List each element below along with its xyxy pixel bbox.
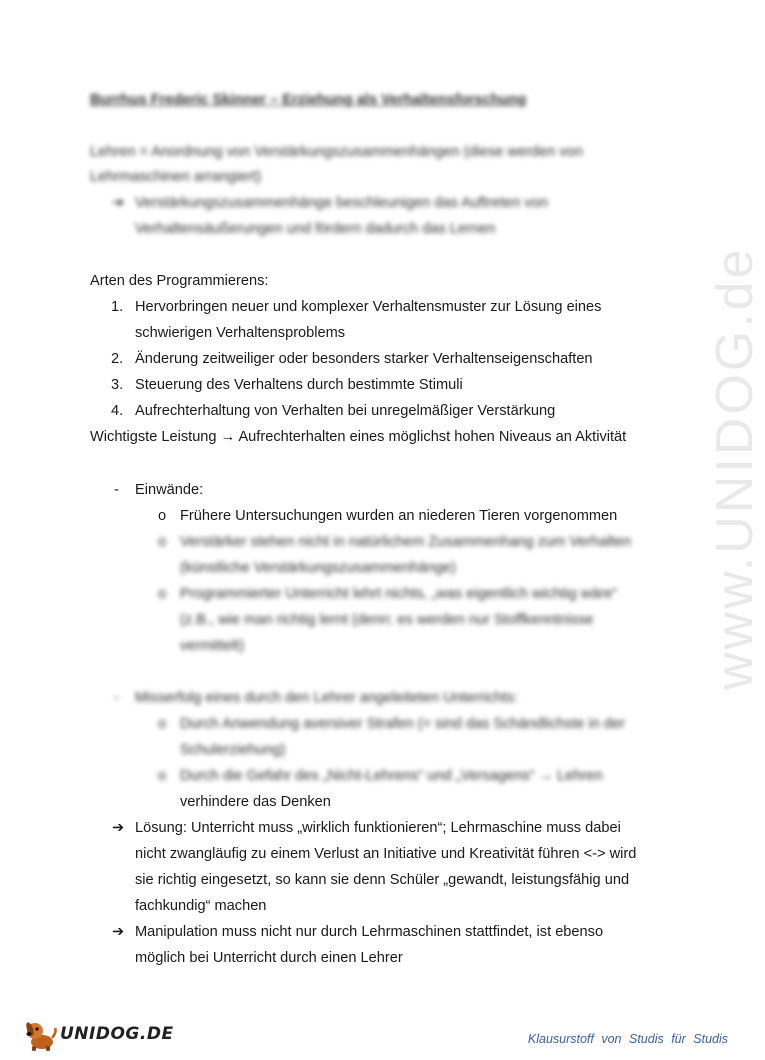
list-item-number: 2. (111, 351, 124, 367)
failure-text: Durch Anwendung aversiver Strafen (= sind das Schändlichste in der (180, 716, 625, 732)
circle-bullet: o (158, 716, 167, 732)
objection-text: (künstliche Verstärkungszusammenhänge) (180, 560, 456, 576)
list-item-number: 4. (111, 403, 124, 419)
document-title: Burrhus Frederic Skinner – Erziehung als Verhaltensforschung (90, 92, 527, 108)
objection-text: vermittelt) (180, 638, 245, 654)
circle-bullet: o (158, 768, 167, 784)
dash-bullet: - (114, 690, 119, 706)
conclusion-text: Manipulation muss nicht nur durch Lehrmaschinen stattfindet, ist ebenso (135, 924, 604, 940)
intro-arrow: ➔ (112, 195, 125, 211)
circle-bullet: o (158, 508, 167, 524)
conclusion-text: sie richtig eingesetzt, so kann sie denn Schüler „gewandt, leistungsfähig und (135, 872, 630, 888)
intro-line-1: Lehren = Anordnung von Verstärkungszusammenhängen (diese werden von (90, 144, 583, 160)
key-achievement: Wichtigste Leistung → Aufrechterhalten eines möglichst hohen Niveaus an Aktivität (90, 429, 627, 445)
list-item-text: Steuerung des Verhaltens durch bestimmte Stimuli (135, 377, 463, 393)
dash-bullet: - (114, 482, 119, 498)
conclusion-text: Lösung: Unterricht muss „wirklich funktionieren“; Lehrmaschine muss dabei (135, 820, 621, 836)
list-item-number: 3. (111, 377, 124, 393)
conclusion-text: nicht zwangläufig zu einem Verlust an Initiative und Kreativität führen <-> wird (135, 846, 637, 862)
circle-bullet: o (158, 534, 167, 550)
failure-text: Durch die Gefahr des „Nicht-Lehrens“ und „Versagens“ → Lehren (180, 768, 603, 784)
conclusion-text: fachkundig“ machen (135, 898, 267, 914)
arrow-bullet: ➔ (112, 924, 125, 940)
objection-text: Verstärker stehen nicht in natürlichem Zusammenhang zum Verhalten (180, 534, 632, 550)
intro-arrow-line-2: Verhaltensäußerungen und fördern dadurch das Lernen (135, 221, 496, 237)
list-item-number: 1. (111, 299, 124, 315)
list-item-text: Änderung zeitweiliger oder besonders starker Verhaltenseigenschaften (135, 351, 593, 367)
programming-heading: Arten des Programmierens: (90, 273, 269, 289)
failure-text: Schulerziehung) (180, 742, 286, 758)
objection-text: Programmierter Unterricht lehrt nichts, „was eigentlich wichtig wäre“ (180, 586, 618, 602)
intro-arrow-line-1: Verstärkungszusammenhänge beschleunigen das Auftreten von (135, 195, 548, 211)
intro-line-2: Lehrmaschinen arrangiert) (90, 169, 262, 185)
dog-mascot-icon (22, 1016, 58, 1052)
logo-text: UNIDOG.DE (60, 1024, 174, 1044)
list-item-text: Aufrechterhaltung von Verhalten bei unregelmäßiger Verstärkung (135, 403, 556, 419)
objection-text: (z.B., wie man richtig lernt (denn: es werden nur Stoffkenntnisse (180, 612, 594, 628)
circle-bullet: o (158, 586, 167, 602)
arrow-bullet: ➔ (112, 820, 125, 836)
list-item-text: Hervorbringen neuer und komplexer Verhaltensmuster zur Lösung eines (135, 299, 602, 315)
failure-heading: Misserfolg eines durch den Lehrer angeleiteten Unterrichts: (135, 690, 518, 706)
conclusion-text: möglich bei Unterricht durch einen Lehrer (135, 950, 403, 966)
objections-heading: Einwände: (135, 482, 204, 498)
failure-text: verhindere das Denken (180, 794, 331, 810)
unidog-logo[interactable] (22, 1016, 174, 1052)
objection-text: Frühere Untersuchungen wurden an niederen Tieren vorgenommen (180, 508, 618, 524)
watermark: www.UNIDOG.de (706, 246, 764, 690)
footer-tagline: Klausurstoff von Studis für Studis (527, 1032, 728, 1046)
list-item-text: schwierigen Verhaltensproblems (135, 325, 346, 341)
